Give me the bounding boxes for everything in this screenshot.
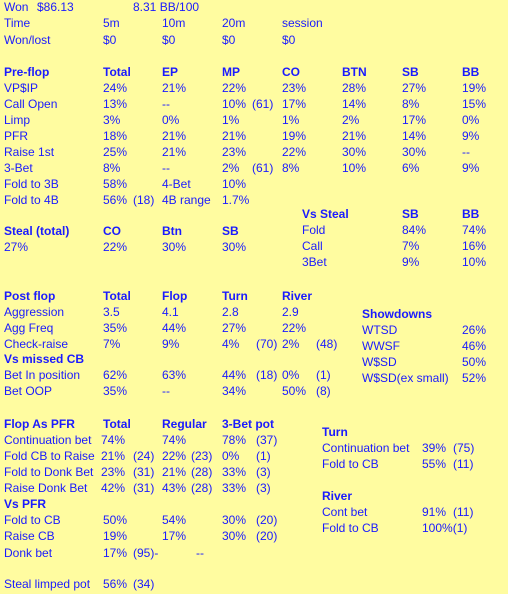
postflop-turn-count: (70) (256, 337, 278, 351)
vs-steal-row-label: Fold (302, 223, 326, 237)
preflop-co-value: 17% (282, 97, 307, 111)
postflop-turn-value: 2.8 (222, 305, 239, 319)
river-row-label: Fold to CB (322, 521, 379, 535)
vs-steal-row-label: Call (302, 239, 323, 253)
flop-pfr-row-label: Fold CB to Raise (4, 449, 95, 463)
preflop-header: CO (282, 65, 300, 79)
preflop-ep-value: 0% (162, 113, 180, 127)
preflop-btn-value: 28% (342, 81, 367, 95)
won-label: Won (4, 0, 29, 14)
postflop-total-value: 3.5 (103, 305, 120, 319)
flop-pfr-total-count: (24) (133, 449, 155, 463)
preflop-total-value: 24% (103, 81, 128, 95)
vs-missed-cb-total-value: 35% (103, 384, 128, 398)
vs-missed-cb-flop-value: -- (162, 384, 170, 398)
won-amount: $86.13 (37, 0, 74, 14)
preflop-mp-value: 2% (222, 161, 240, 175)
vs-missed-cb-row-label: Bet In position (4, 368, 81, 382)
showdown-value: 50% (462, 355, 487, 369)
postflop-row-label: Aggression (4, 305, 65, 319)
postflop-header: Flop (162, 289, 188, 303)
won-lost-value: $0 (162, 33, 176, 47)
flop-pfr-3bet-pot-value: 33% (222, 465, 247, 479)
preflop-mp-value: 21% (222, 129, 247, 143)
vs-steal-bb-value: 16% (462, 239, 487, 253)
postflop-row-label: Check-raise (4, 337, 69, 351)
fold-to-3b-label: Fold to 3B (4, 177, 59, 191)
steal-header: Btn (162, 224, 182, 238)
won-lost-value: $0 (103, 33, 117, 47)
vs-pfr-3bet-pot-count: (20) (256, 529, 278, 543)
flop-pfr-total-value: 23% (101, 465, 126, 479)
river-value: 100%(1) (422, 521, 468, 535)
flop-pfr-row-label: Fold to Donk Bet (4, 465, 94, 479)
flop-pfr-regular-count: (28) (191, 481, 213, 495)
preflop-title: Pre-flop (4, 65, 50, 79)
flop-pfr-header: Regular (162, 417, 207, 431)
bb-per-100: 8.31 BB/100 (133, 0, 200, 14)
preflop-btn-value: 10% (342, 161, 367, 175)
flop-pfr-regular-count: (23) (191, 449, 213, 463)
preflop-bb-value: 9% (462, 129, 480, 143)
showdowns-title: Showdowns (362, 307, 432, 321)
turn-value: 39% (422, 441, 447, 455)
preflop-mp-count: (61) (252, 97, 274, 111)
showdown-value: 26% (462, 323, 487, 337)
fold-to-4b-count: (18) (133, 193, 155, 207)
turn-row-label: Continuation bet (322, 441, 410, 455)
river-row-label: Cont bet (322, 505, 368, 519)
flop-pfr-regular-value: 74% (162, 433, 187, 447)
preflop-bb-value: 9% (462, 161, 480, 175)
flop-pfr-regular-value: 22% (162, 449, 187, 463)
donk-bet-count: (95)- (133, 546, 159, 560)
preflop-header: Total (103, 65, 131, 79)
preflop-sb-value: 17% (402, 113, 427, 127)
steal-co-value: 22% (103, 240, 128, 254)
preflop-bb-value: 19% (462, 81, 487, 95)
flop-pfr-total-count: (31) (133, 481, 155, 495)
preflop-ep-value: 21% (162, 129, 187, 143)
vs-pfr-regular-value: 17% (162, 529, 187, 543)
vs-missed-cb-turn-value: 34% (222, 384, 247, 398)
preflop-sb-value: 14% (402, 129, 427, 143)
vs-steal-sb-value: 9% (402, 255, 420, 269)
showdown-row-label: WTSD (362, 323, 398, 337)
flop-pfr-regular-value: 43% (162, 481, 187, 495)
four-bet-value: 10% (222, 177, 247, 191)
fold-to-4b-label: Fold to 4B (4, 193, 59, 207)
preflop-ep-value: -- (162, 161, 170, 175)
flop-pfr-title: Flop As PFR (4, 417, 75, 431)
preflop-co-value: 1% (282, 113, 300, 127)
flop-pfr-3bet-pot-count: (3) (256, 465, 271, 479)
postflop-header: Turn (222, 289, 248, 303)
vs-pfr-title: Vs PFR (4, 497, 47, 511)
postflop-river-value: 2% (282, 337, 300, 351)
postflop-header: Total (103, 289, 131, 303)
preflop-row-label: Raise 1st (4, 145, 55, 159)
river-value: 91% (422, 505, 447, 519)
postflop-flop-value: 4.1 (162, 305, 179, 319)
vs-missed-cb-river-value: 0% (282, 368, 300, 382)
preflop-bb-value: 0% (462, 113, 480, 127)
preflop-co-value: 8% (282, 161, 300, 175)
preflop-row-label: Call Open (4, 97, 58, 111)
preflop-btn-value: 30% (342, 145, 367, 159)
preflop-total-value: 18% (103, 129, 128, 143)
turn-row-label: Fold to CB (322, 457, 379, 471)
postflop-river-value: 22% (282, 321, 307, 335)
preflop-row-label: 3-Bet (4, 161, 33, 175)
preflop-sb-value: 30% (402, 145, 427, 159)
four-bet-range-value: 1.7% (222, 193, 250, 207)
river-count: (11) (453, 505, 474, 519)
preflop-mp-value: 22% (222, 81, 247, 95)
showdown-value: 52% (462, 371, 487, 385)
time-col-session: session (282, 16, 323, 30)
flop-pfr-header: 3-Bet pot (222, 417, 274, 431)
turn-title: Turn (322, 425, 348, 439)
preflop-header: MP (222, 65, 240, 79)
preflop-row-label: PFR (4, 129, 28, 143)
vs-missed-cb-flop-value: 63% (162, 368, 187, 382)
showdown-row-label: WWSF (362, 339, 400, 353)
preflop-header: BTN (342, 65, 367, 79)
postflop-flop-value: 9% (162, 337, 180, 351)
vs-pfr-3bet-pot-value: 30% (222, 513, 247, 527)
won-lost-value: $0 (222, 33, 236, 47)
time-col-10m: 10m (162, 16, 186, 30)
donk-bet-3bet-pot-value: -- (196, 546, 204, 560)
vs-missed-cb-turn-count: (18) (256, 368, 278, 382)
flop-pfr-row-label: Continuation bet (4, 433, 92, 447)
steal-limped-pot-label: Steal limped pot (4, 577, 91, 591)
vs-missed-cb-river-value: 50% (282, 384, 307, 398)
vs-missed-cb-turn-value: 44% (222, 368, 247, 382)
postflop-row-label: Agg Freq (4, 321, 54, 335)
vs-steal-sb-value: 7% (402, 239, 420, 253)
fold-to-4b-value: 56% (103, 193, 128, 207)
vs-steal-bb-value: 74% (462, 223, 487, 237)
four-bet-label: 4-Bet (162, 177, 191, 191)
steal-header: SB (222, 224, 239, 238)
time-col-5m: 5m (103, 16, 120, 30)
preflop-ep-value: 21% (162, 145, 187, 159)
flop-pfr-3bet-pot-value: 0% (222, 449, 240, 463)
vs-pfr-regular-value: 54% (162, 513, 187, 527)
flop-pfr-3bet-pot-value: 78% (222, 433, 247, 447)
preflop-co-value: 22% (282, 145, 307, 159)
four-bet-range-label: 4B range (162, 193, 211, 207)
vs-missed-cb-title: Vs missed CB (4, 352, 85, 366)
vs-steal-row-label: 3Bet (302, 255, 327, 269)
vs-steal-title: Vs Steal (302, 207, 349, 221)
steal-title: Steal (total) (4, 224, 70, 238)
time-label: Time (4, 16, 31, 30)
vs-pfr-row-label: Raise CB (4, 529, 55, 543)
preflop-ep-value: 21% (162, 81, 187, 95)
preflop-mp-count: (61) (252, 161, 274, 175)
preflop-mp-value: 23% (222, 145, 247, 159)
showdown-row-label: W$SD(ex small) (362, 371, 449, 385)
flop-pfr-row-label: Raise Donk Bet (4, 481, 88, 495)
preflop-sb-value: 27% (402, 81, 427, 95)
vs-pfr-total-value: 19% (103, 529, 128, 543)
vs-pfr-total-value: 50% (103, 513, 128, 527)
vs-missed-cb-river-count: (8) (316, 384, 331, 398)
preflop-row-label: VP$IP (4, 81, 39, 95)
turn-count: (75) (453, 441, 475, 455)
preflop-ep-value: -- (162, 97, 170, 111)
preflop-bb-value: 15% (462, 97, 487, 111)
postflop-river-value: 2.9 (282, 305, 299, 319)
preflop-sb-value: 6% (402, 161, 420, 175)
donk-bet-label: Donk bet (4, 546, 53, 560)
preflop-row-label: Limp (4, 113, 31, 127)
steal-header: CO (103, 224, 121, 238)
fold-to-3b-value: 58% (103, 177, 128, 191)
preflop-header: BB (462, 65, 480, 79)
showdown-row-label: W$SD (362, 355, 397, 369)
vs-steal-sb-value: 84% (402, 223, 427, 237)
vs-pfr-row-label: Fold to CB (4, 513, 61, 527)
vs-steal-header: SB (402, 207, 419, 221)
steal-limped-pot-value: 56% (103, 577, 128, 591)
preflop-total-value: 13% (103, 97, 128, 111)
flop-pfr-3bet-pot-count: (3) (256, 481, 271, 495)
preflop-co-value: 23% (282, 81, 307, 95)
preflop-sb-value: 8% (402, 97, 420, 111)
postflop-total-value: 35% (103, 321, 128, 335)
vs-pfr-3bet-pot-value: 30% (222, 529, 247, 543)
river-title: River (322, 489, 353, 503)
preflop-total-value: 25% (103, 145, 128, 159)
postflop-flop-value: 44% (162, 321, 187, 335)
postflop-river-count: (48) (316, 337, 338, 351)
postflop-header: River (282, 289, 313, 303)
flop-pfr-total-value: 74% (101, 433, 126, 447)
postflop-total-value: 7% (103, 337, 121, 351)
flop-pfr-total-value: 42% (101, 481, 126, 495)
vs-missed-cb-row-label: Bet OOP (4, 384, 53, 398)
postflop-turn-value: 27% (222, 321, 247, 335)
flop-pfr-3bet-pot-count: (37) (256, 433, 278, 447)
steal-total-value: 27% (4, 240, 29, 254)
flop-pfr-regular-value: 21% (162, 465, 187, 479)
steal-btn-value: 30% (162, 240, 187, 254)
steal-sb-value: 30% (222, 240, 247, 254)
preflop-header: EP (162, 65, 179, 79)
donk-bet-value: 17% (103, 546, 128, 560)
won-lost-value: $0 (282, 33, 296, 47)
flop-pfr-total-count: (31) (133, 465, 155, 479)
won-lost-label: Won/lost (4, 33, 51, 47)
turn-value: 55% (422, 457, 447, 471)
flop-pfr-regular-count: (28) (191, 465, 213, 479)
vs-missed-cb-river-count: (1) (316, 368, 331, 382)
preflop-total-value: 3% (103, 113, 121, 127)
preflop-btn-value: 21% (342, 129, 367, 143)
preflop-bb-value: -- (462, 145, 470, 159)
vs-steal-header: BB (462, 207, 480, 221)
preflop-total-value: 8% (103, 161, 121, 175)
vs-missed-cb-total-value: 62% (103, 368, 128, 382)
postflop-turn-value: 4% (222, 337, 240, 351)
flop-pfr-3bet-pot-value: 33% (222, 481, 247, 495)
preflop-mp-value: 10% (222, 97, 247, 111)
time-col-20m: 20m (222, 16, 246, 30)
preflop-btn-value: 2% (342, 113, 360, 127)
preflop-btn-value: 14% (342, 97, 367, 111)
vs-steal-bb-value: 10% (462, 255, 487, 269)
preflop-co-value: 19% (282, 129, 307, 143)
postflop-title: Post flop (4, 289, 56, 303)
showdown-value: 46% (462, 339, 487, 353)
preflop-mp-value: 1% (222, 113, 240, 127)
preflop-header: SB (402, 65, 419, 79)
flop-pfr-header: Total (103, 417, 131, 431)
turn-count: (11) (453, 457, 474, 471)
flop-pfr-3bet-pot-count: (1) (256, 449, 271, 463)
flop-pfr-total-value: 21% (101, 449, 126, 463)
steal-limped-pot-count: (34) (133, 577, 155, 591)
vs-pfr-3bet-pot-count: (20) (256, 513, 278, 527)
